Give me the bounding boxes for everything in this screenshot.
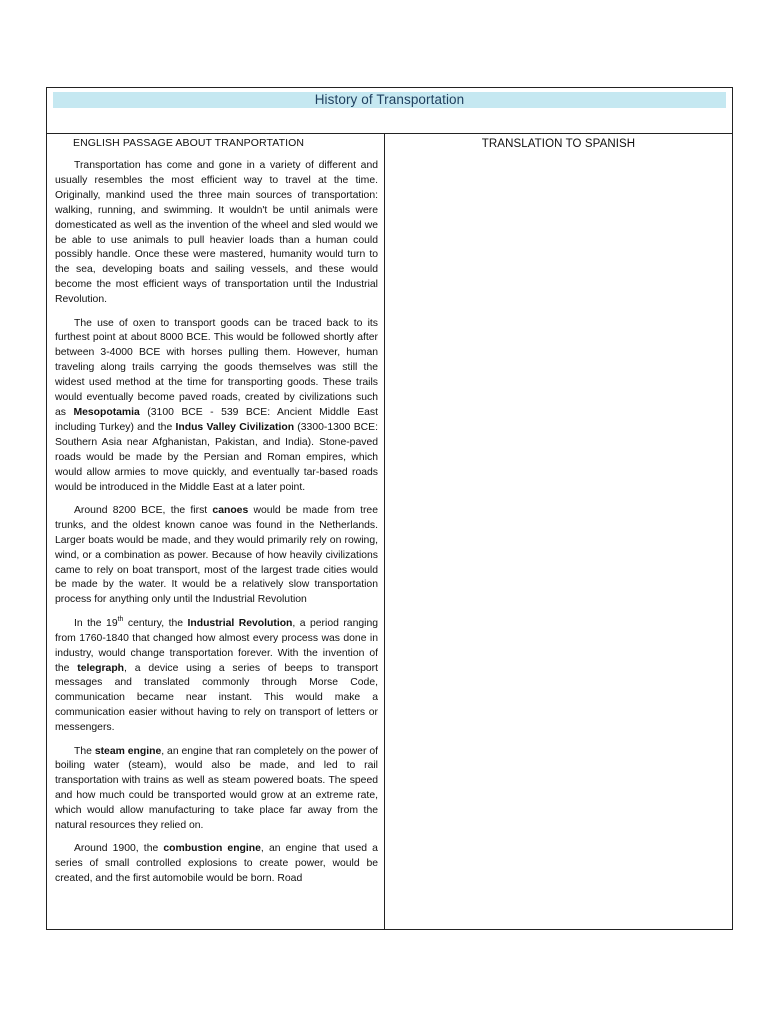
paragraph-1: Transportation has come and gone in a variety of different and usually resembles the most efficient way to travel at the time. Originally, mankind used the three main sources of transportation: walking, running, and swimming. It wouldn't be until animals were domesticated as well as the invention of the wheel and sled would we be able to use animals to pull heavier loads than a human could possibly handle. Once these were mastered, humanity would turn to the sea, developing boats and sailing vessels, and these would become the most efficient ways of transportation until the Industrial Revolution. xyxy=(55,160,378,306)
english-passage-column xyxy=(55,134,378,929)
spanish-translation-heading: TRANSLATION TO SPANISH xyxy=(481,138,636,150)
paragraph-5: The steam engine, an engine that ran completely on the power of boiling water (steam), would also be made, and led to rail transportation with trains as well as steam powered boats. The speed and how much could be transported would grow at an extreme rate, which would allow manufacturing to take place far away from the natural resources they relied on. xyxy=(55,745,378,832)
bold-term-indus-valley: Indus Valley Civilization xyxy=(175,421,295,433)
bold-term-mesopotamia: Mesopotamia xyxy=(73,407,140,418)
paragraph-2: The use of oxen to transport goods can be traced back to its furthest point at about 8000 BCE. This would be followed shortly after between 3-4000 BCE with horses pulling them. However, human traveling along trails carrying the goods themselves was still the widest used method at the time for transporting goods. These trails would eventually become paved roads, created by civilizations such as Mesopotamia (3100 BCE - 539 BCE: Ancient Middle East including Turkey) and the Indus Valley Civilization (3300-1300 BCE: Southern Asia near Afghanistan, Pakistan, and India). Stone-paved roads would be made by the Persian and Roman empires, which would allow armies to move quickly, and eventually tar-based roads would be introduced in the Middle East at a later point. xyxy=(55,317,378,493)
document-table xyxy=(46,87,733,930)
english-passage-heading: ENGLISH PASSAGE ABOUT TRANPORTATION xyxy=(73,137,305,149)
paragraph-4: In the 19th century, the Industrial Revolution, a period ranging from 1760-1840 that changed how almost every process was done in industry, would change transportation forever. With the invention of the telegraph, a device using a series of beeps to transport messages and translated commonly through Morse Code, communication became near instant. This would make a communication easier without having to rely on transport of letters or messengers. xyxy=(55,615,378,734)
bold-term-telegraph: telegraph xyxy=(77,662,125,674)
paragraph-3: Around 8200 BCE, the first canoes would be made from tree trunks, and the oldest known canoe was found in the Netherlands. Larger boats would be made, and they would primarily rely on rowing, wind, or a combination as power. Because of how heavily civilizations came to rely on boat transport, most of the largest trade cities would be made by the water. It would be a relatively slow transportation process for anything only until the Industrial Revolution xyxy=(55,504,378,606)
bold-term-canoes: canoes xyxy=(212,504,249,516)
spanish-translation-column xyxy=(385,134,732,929)
bold-term-industrial-revolution: Industrial Revolution xyxy=(187,617,293,629)
ordinal-suffix: th xyxy=(117,615,124,623)
page-title: History of Transportation xyxy=(53,92,726,108)
bold-term-steam-engine: steam engine xyxy=(94,745,162,757)
bold-term-combustion-engine: combustion engine xyxy=(163,843,261,855)
title-row xyxy=(47,88,732,134)
paragraph-6: Around 1900, the combustion engine, an engine that used a series of small controlled explosions to create power, would be created, and the first automobile would be born. Road xyxy=(55,843,378,885)
